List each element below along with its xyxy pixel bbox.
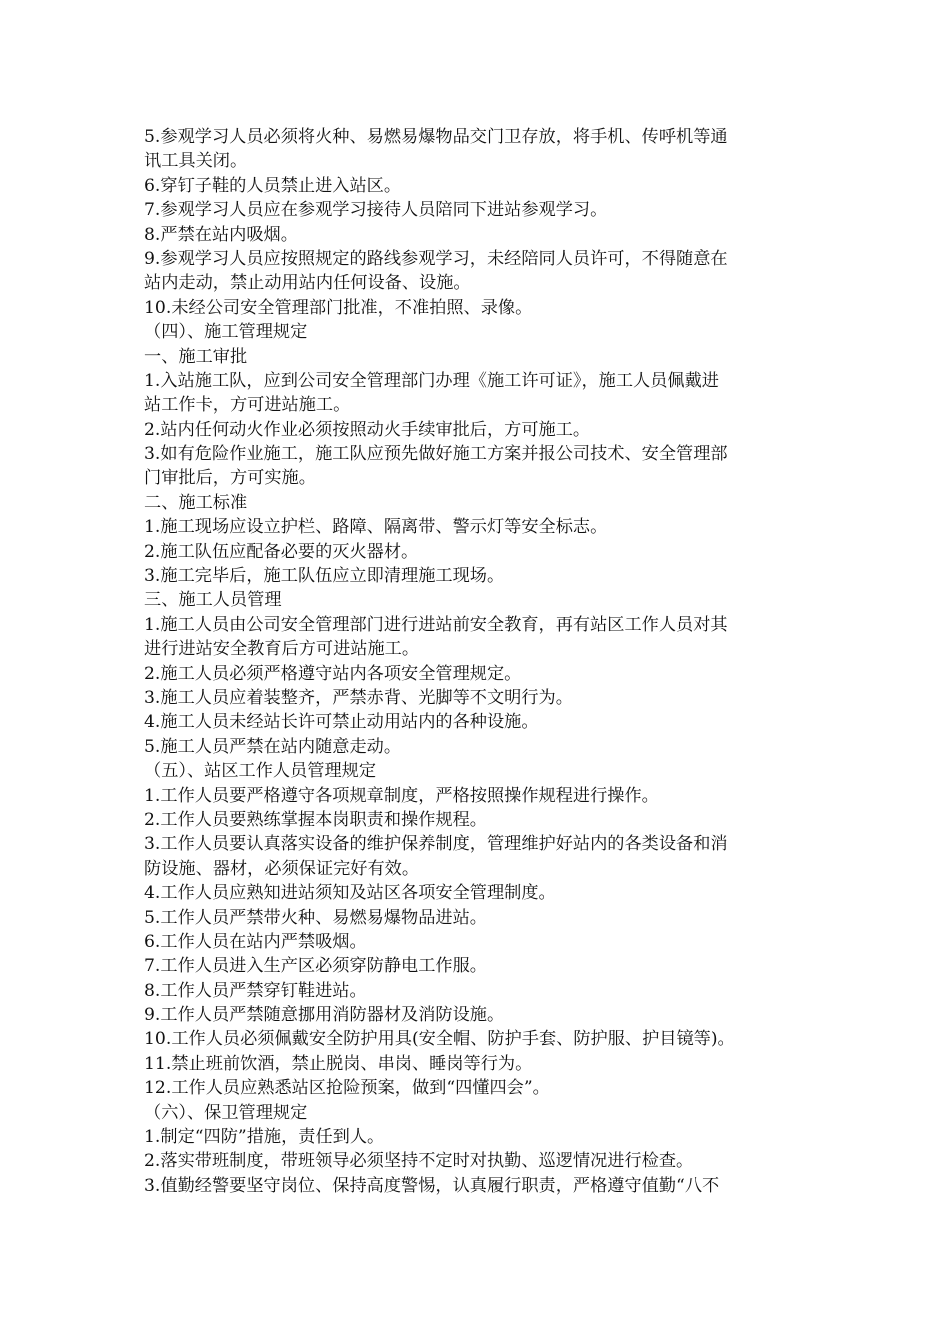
text-line: 1.施工人员由公司安全管理部门进行进站前安全教育，再有站区工作人员对其 [144, 614, 728, 635]
text-line: 2.落实带班制度，带班领导必须坚持不定时对执勤、巡逻情况进行检查。 [144, 1151, 694, 1172]
text-line: 2.工作人员要熟练掌握本岗职责和操作规程。 [144, 809, 487, 830]
text-line: 2.站内任何动火作业必须按照动火手续审批后，方可施工。 [144, 419, 591, 440]
text-line: 1.入站施工队，应到公司安全管理部门办理《施工许可证》，施工人员佩戴进 [144, 370, 719, 391]
text-line: 1.工作人员要严格遵守各项规章制度，严格按照操作规程进行操作。 [144, 785, 659, 806]
text-line: 3.值勤经警要坚守岗位、保持高度警惕，认真履行职责，严格遵守值勤“八不 [144, 1175, 720, 1196]
text-line: 5.参观学习人员必须将火种、易燃易爆物品交门卫存放，将手机、传呼机等通 [144, 127, 728, 147]
text-line: 站内走动，禁止动用站内任何设备、设施。 [144, 273, 471, 294]
text-line: 11.禁止班前饮酒，禁止脱岗、串岗、睡岗等行为。 [144, 1053, 533, 1074]
text-line: 7.工作人员进入生产区必须穿防静电工作服。 [144, 956, 487, 977]
text-line: 8.严禁在站内吸烟。 [144, 224, 298, 245]
section-heading: （五）、站区工作人员管理规定 [144, 761, 377, 782]
text-line: 9.工作人员严禁随意挪用消防器材及消防设施。 [144, 1005, 505, 1026]
text-line: 4.工作人员应熟知进站须知及站区各项安全管理制度。 [144, 883, 556, 904]
subsection-heading: 三、施工人员管理 [144, 590, 282, 611]
text-line: 门审批后，方可实施。 [144, 468, 316, 489]
subsection-heading: 一、施工审批 [144, 346, 248, 367]
text-line: 1.制定“四防”措施，责任到人。 [144, 1127, 385, 1148]
section-heading: （六）、保卫管理规定 [144, 1102, 308, 1123]
text-line: 10.工作人员必须佩戴安全防护用具(安全帽、防护手套、防护服、护目镜等)。 [144, 1029, 735, 1050]
text-line: 进行进站安全教育后方可进站施工。 [144, 639, 420, 660]
subsection-heading: 二、施工标准 [144, 492, 248, 513]
text-line: 8.工作人员严禁穿钉鞋进站。 [144, 980, 367, 1001]
text-line: 1.施工现场应设立护栏、路障、隔离带、警示灯等安全标志。 [144, 517, 608, 538]
text-line: 12.工作人员应熟悉站区抢险预案，做到“四懂四会”。 [144, 1078, 550, 1099]
text-line: 6.工作人员在站内严禁吸烟。 [144, 931, 367, 952]
document-body [144, 125, 824, 1198]
text-line: 讯工具关闭。 [144, 151, 248, 172]
text-line: 3.工作人员要认真落实设备的维护保养制度，管理维护好站内的各类设备和消 [144, 834, 728, 855]
text-line: 7.参观学习人员应在参观学习接待人员陪同下进站参观学习。 [144, 200, 608, 221]
text-line: 5.施工人员严禁在站内随意走动。 [144, 736, 402, 757]
text-line: 3.施工完毕后，施工队伍应立即清理施工现场。 [144, 566, 505, 587]
text-line: 3.如有危险作业施工，施工队应预先做好施工方案并报公司技术、安全管理部 [144, 444, 728, 465]
text-line: 9.参观学习人员应按照规定的路线参观学习，未经陪同人员许可，不得随意在 [144, 248, 728, 269]
text-line: 5.工作人员严禁带火种、易燃易爆物品进站。 [144, 907, 487, 928]
text-line: 10.未经公司安全管理部门批准，不准拍照、录像。 [144, 297, 533, 318]
section-heading: （四）、施工管理规定 [144, 322, 308, 343]
text-line: 防设施、器材，必须保证完好有效。 [144, 858, 420, 879]
text-line: 2.施工人员必须严格遵守站内各项安全管理规定。 [144, 663, 522, 684]
text-line: 2.施工队伍应配备必要的灭火器材。 [144, 541, 419, 562]
text-line: 4.施工人员未经站长许可禁止动用站内的各种设施。 [144, 712, 539, 733]
text-line: 3.施工人员应着装整齐，严禁赤背、光脚等不文明行为。 [144, 687, 573, 708]
text-line: 站工作卡，方可进站施工。 [144, 395, 351, 416]
text-line: 6.穿钉子鞋的人员禁止进入站区。 [144, 175, 402, 196]
